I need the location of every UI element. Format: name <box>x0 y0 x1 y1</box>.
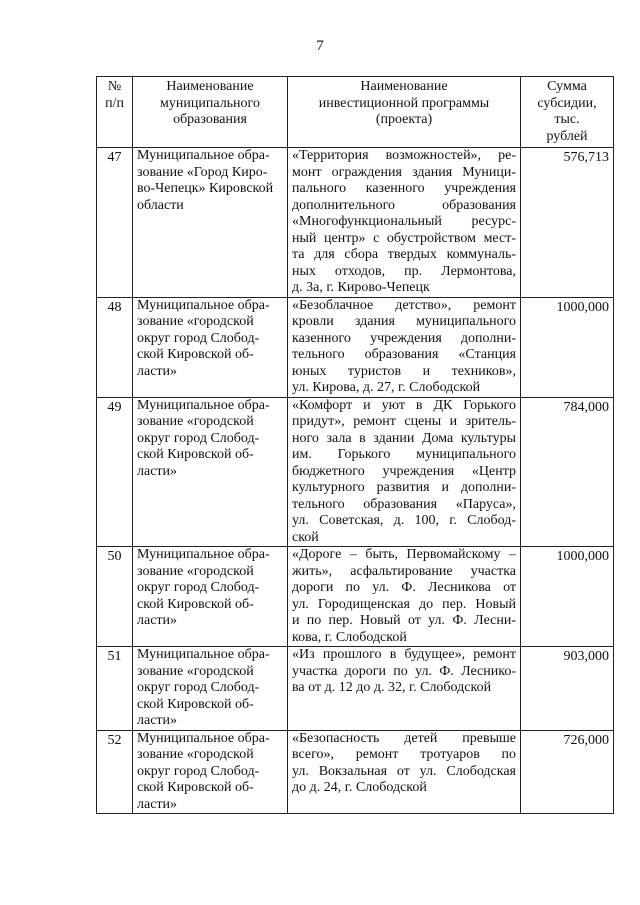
municipality-cell-line: округ город Слобод- <box>137 580 260 595</box>
row-number: 51 <box>97 647 133 731</box>
program-cell-line: «Из прошлого в будущее», ремонт <box>292 647 516 662</box>
program-cell <box>288 730 521 814</box>
program-cell-line: юных туристов и техников», <box>292 363 516 379</box>
program-cell-line: придут», ремонт сцены и зритель- <box>292 414 516 429</box>
municipality-cell-line: ской Кировской об- <box>137 347 254 362</box>
row-number: 47 <box>97 148 133 298</box>
subsidy-amount: 784,000 <box>521 397 614 547</box>
row-number: 52 <box>97 730 133 814</box>
municipality-cell <box>133 730 288 814</box>
municipality-cell <box>133 647 288 731</box>
subsidy-amount: 1000,000 <box>521 547 614 647</box>
program-cell-line: «Территория возможностей», ре- <box>292 148 516 163</box>
municipality-cell-line: Муниципальное обра- <box>137 148 270 163</box>
municipality-cell-line: зование «Город Киро- <box>137 164 268 180</box>
municipality-cell-line: округ город Слобод- <box>137 763 260 779</box>
program-cell <box>288 297 521 397</box>
municipality-cell-line: зование «городской <box>137 563 254 579</box>
program-cell <box>288 397 521 547</box>
municipality-cell-line: зование «городской <box>137 663 254 679</box>
municipality-cell-line: Муниципальное обра- <box>137 297 270 313</box>
program-cell-line: «Многофункциональный ресурс- <box>292 214 516 229</box>
program-cell-line: кова, г. Слободской <box>292 629 407 645</box>
table-row <box>97 647 614 731</box>
municipality-cell-line: зование «городской <box>137 747 254 762</box>
program-cell-line: жить», асфальтирование участка <box>292 563 516 579</box>
header-line: № <box>107 79 122 94</box>
header-sum <box>521 77 614 148</box>
program-cell-line: им. Горького муниципального <box>292 447 516 462</box>
subsidy-amount: 903,000 <box>521 647 614 731</box>
municipality-cell-line: округ город Слобод- <box>137 680 260 695</box>
program-cell-line: ул. Городищенская до пер. Новый <box>292 596 516 612</box>
page-number: 7 <box>316 38 324 54</box>
row-number: 50 <box>97 547 133 647</box>
header-num <box>97 77 133 148</box>
program-cell-line: ул. Кирова, д. 27, г. Слободской <box>292 380 481 395</box>
program-cell-line: тельного образования «Паруса», <box>292 496 516 512</box>
row-number: 48 <box>97 297 133 397</box>
table-row <box>97 148 614 298</box>
municipality-cell-line: Муниципальное обра- <box>137 547 270 562</box>
header-line: рублей <box>546 128 588 144</box>
table-header-row <box>97 77 614 148</box>
program-cell-line: монт ограждения здания Муници- <box>292 164 516 180</box>
program-cell-line: та для сбора твердых коммуналь- <box>292 247 516 262</box>
program-cell-line: культурного развития и дополни- <box>292 480 516 495</box>
subsidy-table <box>96 76 614 814</box>
header-line: Наименование <box>166 79 254 94</box>
program-cell-line: д. 3а, г. Кирово-Чепецк <box>292 280 430 295</box>
program-cell-line: ул. Советская, д. 100, г. Слобод- <box>292 513 516 528</box>
municipality-cell-line: ской Кировской об- <box>137 447 254 462</box>
program-cell-line: участка дороги по ул. Ф. Леснико- <box>292 663 516 679</box>
municipality-cell-line: округ город Слобод- <box>137 430 260 446</box>
program-cell <box>288 547 521 647</box>
header-line: образования <box>173 112 247 127</box>
program-cell-line: «Дороге – быть, Первомайскому – <box>292 547 516 562</box>
program-cell-line: кровли здания муниципального <box>292 314 516 329</box>
program-cell-line: «Безоблачное детство», ремонт <box>292 297 516 313</box>
table-row <box>97 730 614 814</box>
header-line: (проекта) <box>375 112 433 127</box>
program-cell-line: до д. 24, г. Слободской <box>292 780 427 795</box>
header-line: муниципального <box>160 95 260 111</box>
header-line: субсидии, <box>537 95 597 111</box>
municipality-cell-line: ласти» <box>137 363 178 379</box>
header-municipality <box>133 77 288 148</box>
program-cell <box>288 647 521 731</box>
program-cell-line: тельного образования «Станция <box>292 347 516 362</box>
municipality-cell-line: ласти» <box>137 613 178 628</box>
program-cell-line: «Безопасность детей превыше <box>292 730 516 746</box>
municipality-cell <box>133 547 288 647</box>
table-row <box>97 547 614 647</box>
municipality-cell <box>133 148 288 298</box>
program-cell-line: ул. Вокзальная от ул. Слободская <box>292 763 516 779</box>
municipality-cell <box>133 397 288 547</box>
table-body <box>97 148 614 814</box>
municipality-cell-line: ской Кировской об- <box>137 596 254 612</box>
program-cell-line: дороги по ул. Ф. Лесникова от <box>292 580 516 595</box>
program-cell-line: казенного учреждения дополни- <box>292 330 516 346</box>
municipality-cell-line: во-Чепецк» Кировской <box>137 181 274 196</box>
subsidy-amount: 726,000 <box>521 730 614 814</box>
table-row <box>97 297 614 397</box>
program-cell-line: ва от д. 12 до д. 32, г. Слободской <box>292 680 492 695</box>
municipality-cell-line: ской Кировской об- <box>137 696 254 712</box>
municipality-cell-line: Муниципальное обра- <box>137 397 270 413</box>
municipality-cell-line: ской Кировской об- <box>137 780 254 795</box>
header-line: Сумма <box>547 79 587 94</box>
program-cell-line: дополнительного образования <box>292 197 516 213</box>
municipality-cell <box>133 297 288 397</box>
program-cell-line: пального казенного учреждения <box>292 181 516 196</box>
header-program <box>288 77 521 148</box>
municipality-cell-line: округ город Слобод- <box>137 330 260 346</box>
program-cell-line: всего», ремонт тротуаров по <box>292 747 516 762</box>
subsidy-amount: 1000,000 <box>521 297 614 397</box>
program-cell-line: ской <box>292 529 319 545</box>
program-cell-line: ного зала в здании Дома культуры <box>292 430 516 446</box>
program-cell-line: и по пер. Новый от ул. Ф. Лесни- <box>292 613 516 628</box>
municipality-cell-line: Муниципальное обра- <box>137 647 270 662</box>
municipality-cell-line: зование «городской <box>137 314 254 329</box>
header-line: п/п <box>105 95 124 111</box>
program-cell-line: ный центр» с обустройством мест- <box>292 230 516 246</box>
program-cell <box>288 148 521 298</box>
subsidy-amount: 576,713 <box>521 148 614 298</box>
header-line: инвестиционной программы <box>318 95 490 111</box>
municipality-cell-line: ласти» <box>137 463 178 479</box>
header-line: тыс. <box>554 112 580 127</box>
municipality-cell-line: ласти» <box>137 713 178 728</box>
header-line: Наименование <box>360 79 448 94</box>
municipality-cell-line: области <box>137 197 184 213</box>
program-cell-line: «Комфорт и уют в ДК Горького <box>292 397 516 413</box>
table-row <box>97 397 614 547</box>
municipality-cell-line: Муниципальное обра- <box>137 730 270 746</box>
municipality-cell-line: зование «городской <box>137 414 254 429</box>
program-cell-line: ных отходов, пр. Лермонтова, <box>292 263 516 279</box>
row-number: 49 <box>97 397 133 547</box>
program-cell-line: бюджетного учреждения «Центр <box>292 463 516 479</box>
municipality-cell-line: ласти» <box>137 796 178 812</box>
